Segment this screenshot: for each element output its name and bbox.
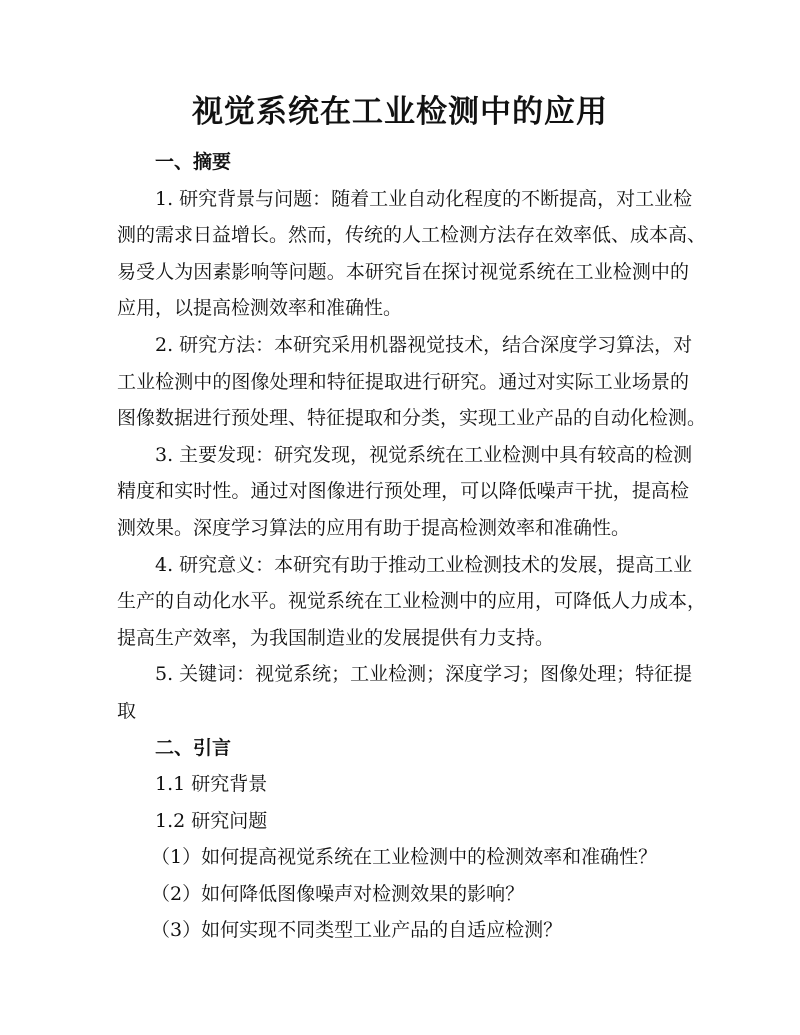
paragraph-line: 应用，以提高检测效率和准确性。 <box>117 297 403 320</box>
list-item: （2）如何降低图像噪声对检测效果的影响？ <box>151 882 525 905</box>
abstract-paragraph-1 <box>117 181 707 327</box>
paragraph-line: 图像数据进行预处理、特征提取和分类，实现工业产品的自动化检测。 <box>117 407 707 430</box>
abstract-paragraph-4 <box>117 547 707 657</box>
section-heading-introduction: 二、引言 <box>155 736 232 759</box>
subsection-heading-questions: 1.2 研究问题 <box>155 809 268 832</box>
paragraph-line: 2. 研究方法：本研究采用机器视觉技术，结合深度学习算法，对 <box>155 333 693 356</box>
paragraph-line: 测效果。深度学习算法的应用有助于提高检测效率和准确性。 <box>117 516 631 539</box>
document-body <box>117 144 707 949</box>
paragraph-line: 易受人为因素影响等问题。本研究旨在探讨视觉系统在工业检测中的 <box>117 260 689 283</box>
paragraph-line: 1. 研究背景与问题：随着工业自动化程度的不断提高，对工业检 <box>155 187 693 210</box>
paragraph-line: 取 <box>117 699 137 722</box>
abstract-paragraph-5 <box>117 656 693 729</box>
paragraph-line: 提高生产效率，为我国制造业的发展提供有力支持。 <box>117 626 555 649</box>
paragraph-line: 5. 关键词：视觉系统；工业检测；深度学习；图像处理；特征提 <box>155 663 693 686</box>
document-title: 视觉系统在工业检测中的应用 <box>192 94 608 130</box>
research-questions-list <box>117 839 689 949</box>
abstract-paragraph-2 <box>117 327 707 437</box>
abstract-paragraph-3 <box>117 437 693 547</box>
subsection-heading-background: 1.1 研究背景 <box>155 773 268 796</box>
paragraph-line: 精度和实时性。通过对图像进行预处理，可以降低噪声干扰，提高检 <box>117 480 689 503</box>
list-item: （3）如何实现不同类型工业产品的自适应检测？ <box>151 919 563 942</box>
paragraph-line: 4. 研究意义：本研究有助于推动工业检测技术的发展，提高工业 <box>155 553 693 576</box>
section-heading-abstract: 一、摘要 <box>155 151 232 173</box>
list-item: （1）如何提高视觉系统在工业检测中的检测效率和准确性？ <box>151 846 658 869</box>
paragraph-line: 3. 主要发现：研究发现，视觉系统在工业检测中具有较高的检测 <box>155 443 693 466</box>
paragraph-line: 工业检测中的图像处理和特征提取进行研究。通过对实际工业场景的 <box>117 370 689 393</box>
paragraph-line: 生产的自动化水平。视觉系统在工业检测中的应用，可降低人力成本， <box>117 590 707 613</box>
paragraph-line: 测的需求日益增长。然而，传统的人工检测方法存在效率低、成本高、 <box>117 224 707 247</box>
